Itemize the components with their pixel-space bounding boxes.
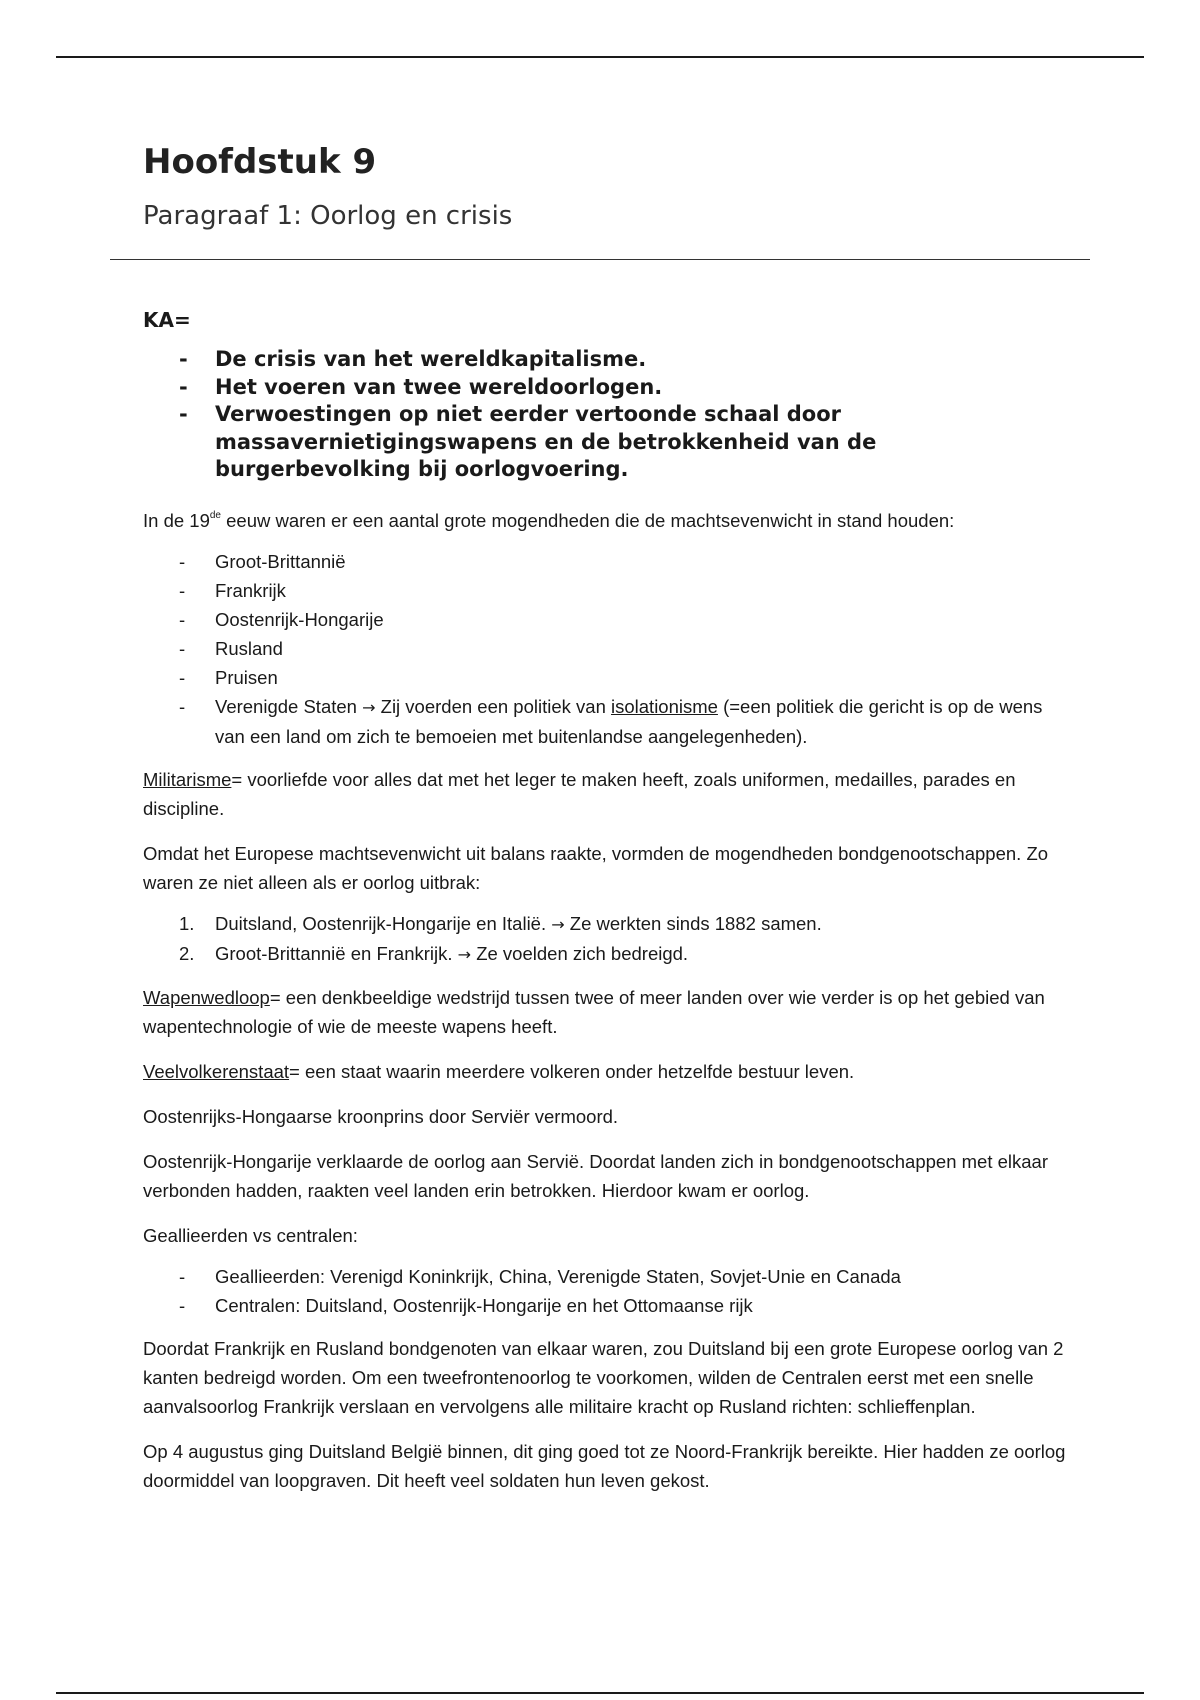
key-aspects-label: KA= bbox=[143, 308, 191, 332]
paragraph-kroonprins: Oostenrijks-Hongaarse kroonprins door Serviër vermoord. bbox=[143, 1106, 619, 1127]
list-item: - Geallieerden: Verenigd Koninkrijk, China, Verenigde Staten, Sovjet-Unie en Canada bbox=[143, 1262, 1068, 1291]
definition-militarisme: Militarisme= voorliefde voor alles dat met het leger te maken heeft, zoals uniformen, medailles, parades en discipline. bbox=[143, 769, 1016, 819]
term-veelvolkerenstaat: Veelvolkerenstaat bbox=[143, 1061, 290, 1082]
arrow-right-icon: → bbox=[457, 945, 472, 964]
paragraph-oorlog: Oostenrijk-Hongarije verklaarde de oorlog aan Servië. Doordat landen zich in bondgenootschappen met elkaar verbonden hadden, raakten veel landen erin betrokken. Hierdoor kwam er oorlog. bbox=[143, 1151, 1048, 1201]
list-item: - Pruisen bbox=[143, 663, 1068, 692]
page-bottom-rule bbox=[56, 1692, 1144, 1694]
key-aspects-list bbox=[143, 346, 1063, 484]
alliances-list bbox=[143, 909, 1068, 969]
list-item: - Verenigde Staten → Zij voerden een politiek van isolationisme (=een politiek die gericht is op de wens van een land om zich te bemoeien met buitenlandse aangelegenheden). bbox=[143, 692, 1068, 751]
definition-wapenwedloop: Wapenwedloop= een denkbeeldige wedstrijd tussen twee of meer landen over wie verder is op het gebied van wapentechnologie of wie de meeste wapens heeft. bbox=[143, 987, 1045, 1037]
list-item: - Oostenrijk-Hongarije bbox=[143, 605, 1068, 634]
section-subtitle: Paragraaf 1: Oorlog en crisis bbox=[143, 201, 513, 231]
paragraph-4-augustus: Op 4 augustus ging Duitsland België binnen, dit ging goed tot ze Noord-Frankrijk bereikte. Hier hadden ze oorlog doormiddel van loopgraven. Dit heeft veel soldaten hun leven gekost. bbox=[143, 1441, 1066, 1491]
page-header bbox=[143, 140, 1063, 234]
sides-list bbox=[143, 1262, 1068, 1320]
alliances-intro-paragraph: Omdat het Europese machtsevenwicht uit balans raakte, vormden de mogendheden bondgenootschappen. Zo waren ze niet alleen als er oorlog uitbrak: bbox=[143, 843, 1049, 893]
key-aspect-item: - Het voeren van twee wereldoorlogen. bbox=[143, 374, 1063, 402]
chapter-title: Hoofdstuk 9 bbox=[143, 142, 377, 182]
paragraph-schlieffenplan: Doordat Frankrijk en Rusland bondgenoten van elkaar waren, zou Duitsland bij een grote Europese oorlog van 2 kanten bedreigd worden. Om een tweefrontenoorlog te voorkomen, wilden de Centralen eerst met een snelle aanvalsoorlog Frankrijk verslaan en vervolgens alle militaire kracht op Rusland richten: schlieffenplan. bbox=[143, 1338, 1064, 1417]
term-militarisme: Militarisme bbox=[143, 769, 232, 790]
page-top-rule bbox=[56, 56, 1144, 58]
term-wapenwedloop: Wapenwedloop bbox=[143, 987, 270, 1008]
header-divider bbox=[110, 259, 1090, 260]
list-item: 2. Groot-Brittannië en Frankrijk. → Ze voelden zich bedreigd. bbox=[179, 943, 689, 964]
great-powers-list bbox=[143, 547, 1068, 751]
list-item: - Rusland bbox=[143, 634, 1068, 663]
list-item: - Groot-Brittannië bbox=[143, 547, 1068, 576]
definition-veelvolkerenstaat: Veelvolkerenstaat= een staat waarin meerdere volkeren onder hetzelfde bestuur leven. bbox=[143, 1061, 855, 1082]
key-aspect-item: - De crisis van het wereldkapitalisme. bbox=[143, 346, 1063, 374]
list-item: 1. Duitsland, Oostenrijk-Hongarije en Italië. → Ze werkten sinds 1882 samen. bbox=[179, 913, 822, 934]
arrow-right-icon: → bbox=[551, 915, 565, 934]
key-aspects bbox=[143, 306, 1063, 484]
intro-paragraph: In de 19de eeuw waren er een aantal grote mogendheden die de machtsevenwicht in stand houden: bbox=[143, 510, 955, 531]
list-item: - Frankrijk bbox=[143, 576, 1068, 605]
key-aspect-item: - Verwoestingen op niet eerder vertoonde schaal door massavernietigingswapens en de betrokkenheid van de burgerbevolking bij oorlogvoering. bbox=[143, 401, 1063, 484]
list-item: - Centralen: Duitsland, Oostenrijk-Hongarije en het Ottomaanse rijk bbox=[143, 1291, 1068, 1320]
term-isolationisme: isolationisme bbox=[611, 696, 718, 717]
paragraph-geallieerden-intro: Geallieerden vs centralen: bbox=[143, 1225, 358, 1246]
arrow-right-icon: → bbox=[362, 698, 376, 717]
document-body bbox=[143, 506, 1068, 1511]
